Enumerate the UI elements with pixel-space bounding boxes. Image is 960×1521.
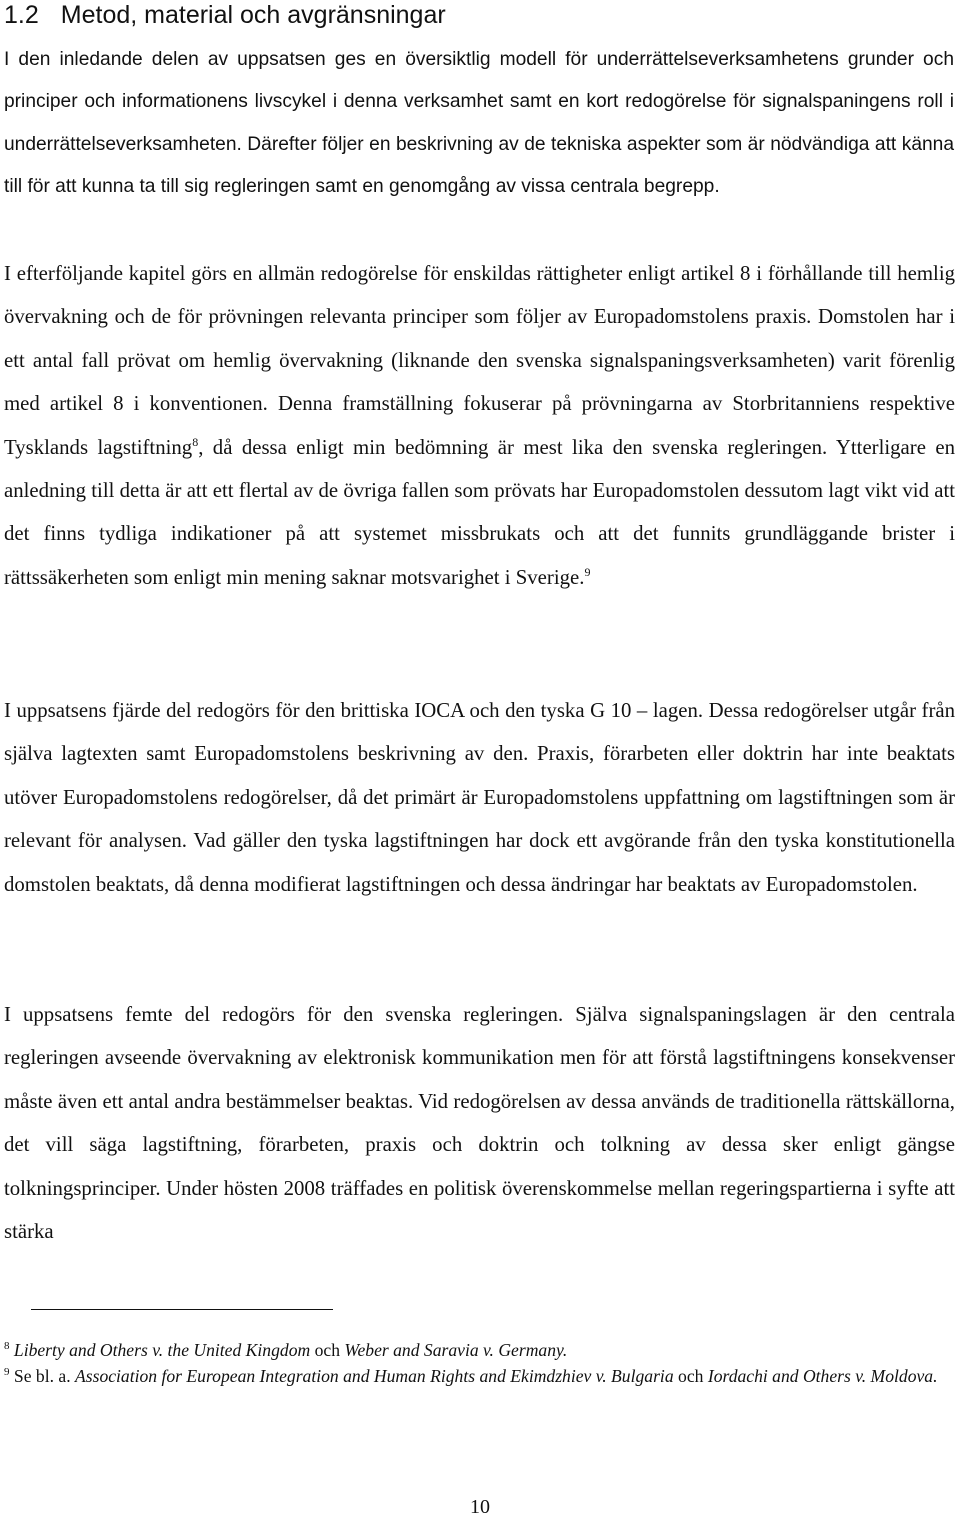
case-name: Weber and Saravia v. Germany.	[344, 1340, 568, 1360]
footnote-number: 8	[4, 1340, 10, 1353]
conjunction: och	[678, 1366, 704, 1386]
footnote-9	[4, 1363, 944, 1389]
conjunction: och	[314, 1340, 341, 1360]
section-number: 1.2	[4, 1, 39, 29]
paragraph-chapter-overview	[4, 252, 955, 599]
footnote-ref-8[interactable]: 8	[192, 434, 199, 449]
case-name: Association for European Integration and Human Rights and Ekimdzhiev v. Bulgaria	[75, 1366, 674, 1386]
section-heading	[4, 0, 446, 32]
footnote-number: 9	[4, 1366, 10, 1379]
paragraph-intro: I den inledande delen av uppsatsen ges en översiktlig modell för underrättelseverksamhetens grunder och principer och informationens livscykel i denna verksamhet samt en kort redogörelse för signalspaningens roll i underrättelseverksamheten. Därefter följer en beskrivning av de tekniska aspekter som är nödvändiga att känna till för att kunna ta till sig regleringen samt en genomgång av vissa centrala begrepp.	[4, 49, 954, 197]
paragraph-text: , då dessa enligt min bedömning är mest lika den svenska regleringen. Ytterligare en anledning till detta är att ett flertal av de övriga fallen som prövats har Europadomstolen dessutom lagt vikt vid att det finns tydliga indikationer på att systemet missbrukats och att det funnits grundläggande brister i rättssäkerheten som enligt min mening saknar motsvarighet i Sverige.	[4, 435, 955, 589]
footnote-8	[4, 1337, 944, 1363]
case-name: Liberty and Others v. the United Kingdom	[13, 1340, 311, 1360]
footnote-prefix: Se bl. a.	[13, 1366, 71, 1386]
page-number: 10	[470, 1496, 490, 1518]
footnote-ref-9[interactable]: 9	[584, 564, 591, 579]
footnotes	[4, 1337, 944, 1389]
paragraph-fifth-part: I uppsatsens femte del redogörs för den svenska regleringen. Själva signalspaningslagen är den centrala regleringen avseende övervakning av elektronisk kommunikation men för att förstå lagstiftningens konsekvenser måste även ett antal andra bestämmelser beaktas. Vid redogörelsen av dessa används de traditionella rättskällorna, det vill säga lagstiftning, förarbeten, praxis och doktrin och tolkning av dessa sker enligt gängse tolkningsprinciper. Under hösten 2008 träffades en politisk överenskommelse mellan regeringspartierna i syfte att stärka	[4, 1003, 955, 1244]
section-title: Metod, material och avgränsningar	[60, 1, 446, 29]
footnote-separator	[31, 1309, 333, 1310]
paragraph-fourth-part: I uppsatsens fjärde del redogörs för den brittiska IOCA och den tyska G 10 – lagen. Dessa redogörelser utgår från själva lagtexten samt Europadomstolens beskrivning av den. Praxis, förarbeten eller doktrin har inte beaktats utöver Europadomstolens redogörelser, då det primärt är Europadomstolens uppfattning om lagstiftningen som är relevant för analysen. Vad gäller den tyska lagstiftningen har dock ett avgörande från den tyska konstitutionella domstolen beaktats, då denna modifierat lagstiftningen och dessa ändringar har beaktats av Europadomstolen.	[4, 699, 955, 896]
paragraph-text: I efterföljande kapitel görs en allmän redogörelse för enskildas rättigheter enligt artikel 8 i förhållande till hemlig övervakning och de för prövningen relevanta principer som följer av Europadomstolens praxis. Domstolen har i ett antal fall prövat om hemlig övervakning (liknande den svenska signalspaningsverksamheten) varit förenlig med artikel 8 i konventionen. Denna framställning fokuserar på prövningarna av Storbritanniens respektive Tysklands lagstiftning	[4, 262, 955, 459]
case-name: Iordachi and Others v. Moldova.	[707, 1366, 938, 1386]
